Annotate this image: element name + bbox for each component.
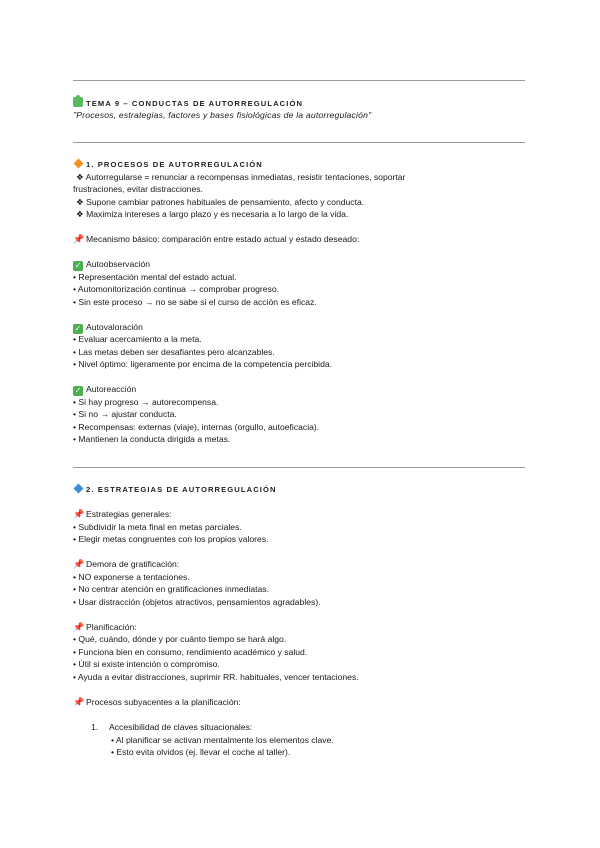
pushpin-icon: 📌	[73, 622, 85, 632]
section1-heading: 1. PROCESOS DE AUTORREGULACIÓN	[86, 160, 263, 169]
section1-bullet: ❖ Supone cambiar patrones habituales de pensamiento, afecto y conducta.	[76, 197, 365, 207]
list-item: • Sin este proceso → no se sabe si el curso de acción es eficaz.	[73, 297, 317, 307]
numbered-item-label: Accesibilidad de claves situacionales:	[109, 722, 253, 732]
autoreaccion-label: Autoreacción	[86, 384, 137, 394]
section1-bullet: ❖ Maximiza intereses a largo plazo y es necesaria a lo largo de la vida.	[76, 209, 349, 219]
mechanism-text: Mecanismo básico: comparación entre estado actual y estado deseado:	[86, 234, 360, 244]
pushpin-icon: 📌	[73, 559, 85, 569]
document-title-line	[73, 97, 303, 109]
list-item: • Si no → ajustar conducta.	[73, 409, 177, 419]
list-item: • Recompensas: externas (viaje), internas (orgullo, autoeficacia).	[73, 422, 320, 432]
generales-label: Estrategias generales:	[86, 509, 172, 519]
divider-header	[73, 142, 525, 143]
list-item: • Útil si existe intención o compromiso.	[73, 659, 220, 669]
pushpin-icon: 📌	[73, 697, 85, 707]
planificacion-label: Planificación:	[86, 622, 137, 632]
list-item: • Elegir metas congruentes con los propios valores.	[73, 534, 269, 544]
orange-diamond-icon	[74, 159, 84, 169]
list-item: • Automonitorización continua → comprobar progreso.	[73, 284, 280, 294]
pushpin-icon: 📌	[73, 509, 85, 519]
sub-list-item: • Al planificar se activan mentalmente los elementos clave.	[111, 735, 334, 745]
autoobservacion-label-line	[73, 259, 150, 271]
pushpin-icon: 📌	[73, 234, 85, 244]
autoreaccion-label-line	[73, 384, 136, 396]
check-icon: ✓	[74, 261, 82, 270]
mechanism-line	[73, 234, 359, 245]
autovaloracion-label-line	[73, 322, 143, 334]
demora-label: Demora de gratificación:	[86, 559, 180, 569]
numbered-item	[91, 722, 252, 733]
check-icon: ✓	[74, 386, 82, 395]
list-item: • Mantienen la conducta dirigida a metas.	[73, 434, 231, 444]
section1-heading-line	[73, 159, 263, 170]
divider-section1	[73, 467, 525, 468]
list-item: • Subdividir la meta final en metas parciales.	[73, 522, 242, 532]
list-item: • NO exponerse a tentaciones.	[73, 572, 190, 582]
numbered-item-number: 1.	[91, 722, 99, 732]
list-item: • Usar distracción (objetos atractivos, pensamientos agradables).	[73, 597, 321, 607]
section1-bullet: ❖ Autorregularse = renunciar a recompensas inmediatas, resistir tentaciones, soportar	[76, 172, 406, 182]
divider-top	[73, 80, 525, 81]
section1-bullet: frustraciones, evitar distracciones.	[73, 184, 203, 194]
sub-list-item: • Esto evita olvidos (ej. llevar el coche al taller).	[111, 747, 291, 757]
list-item: • Nivel óptimo: ligeramente por encima de la competencia percibida.	[73, 359, 333, 369]
list-item: • Evaluar acercamiento a la meta.	[73, 334, 202, 344]
section2-heading-line	[73, 484, 277, 495]
generales-label-line	[73, 509, 172, 520]
list-item: • Funciona bien en consumo, rendimiento académico y salud.	[73, 647, 308, 657]
list-item: • Las metas deben ser desafiantes pero alcanzables.	[73, 347, 275, 357]
list-item: • Si hay progreso → autorecompensa.	[73, 397, 219, 407]
check-icon: ✓	[74, 324, 82, 333]
demora-label-line	[73, 559, 179, 570]
autovaloracion-label: Autovaloración	[86, 322, 143, 332]
document-title: TEMA 9 – CONDUCTAS DE AUTORREGULACIÓN	[86, 99, 304, 108]
list-item: • Ayuda a evitar distracciones, suprimir RR. habituales, vencer tentaciones.	[73, 672, 359, 682]
blue-diamond-icon	[74, 484, 84, 494]
autoobservacion-label: Autoobservación	[86, 259, 151, 269]
section2-heading: 2. ESTRATEGIAS DE AUTORREGULACIÓN	[86, 485, 277, 494]
document-subtitle: "Procesos, estrategias, factores y bases fisiológicas de la autorregulación"	[73, 110, 372, 120]
planificacion-label-line	[73, 622, 137, 633]
puzzle-icon	[73, 97, 83, 107]
list-item: • Representación mental del estado actual.	[73, 272, 237, 282]
list-item: • No centrar atención en gratificaciones inmediatas.	[73, 584, 269, 594]
list-item: • Qué, cuándo, dónde y por cuánto tiempo se hará algo.	[73, 634, 287, 644]
subyacentes-label: Procesos subyacentes a la planificación:	[86, 697, 241, 707]
subyacentes-label-line	[73, 697, 241, 708]
